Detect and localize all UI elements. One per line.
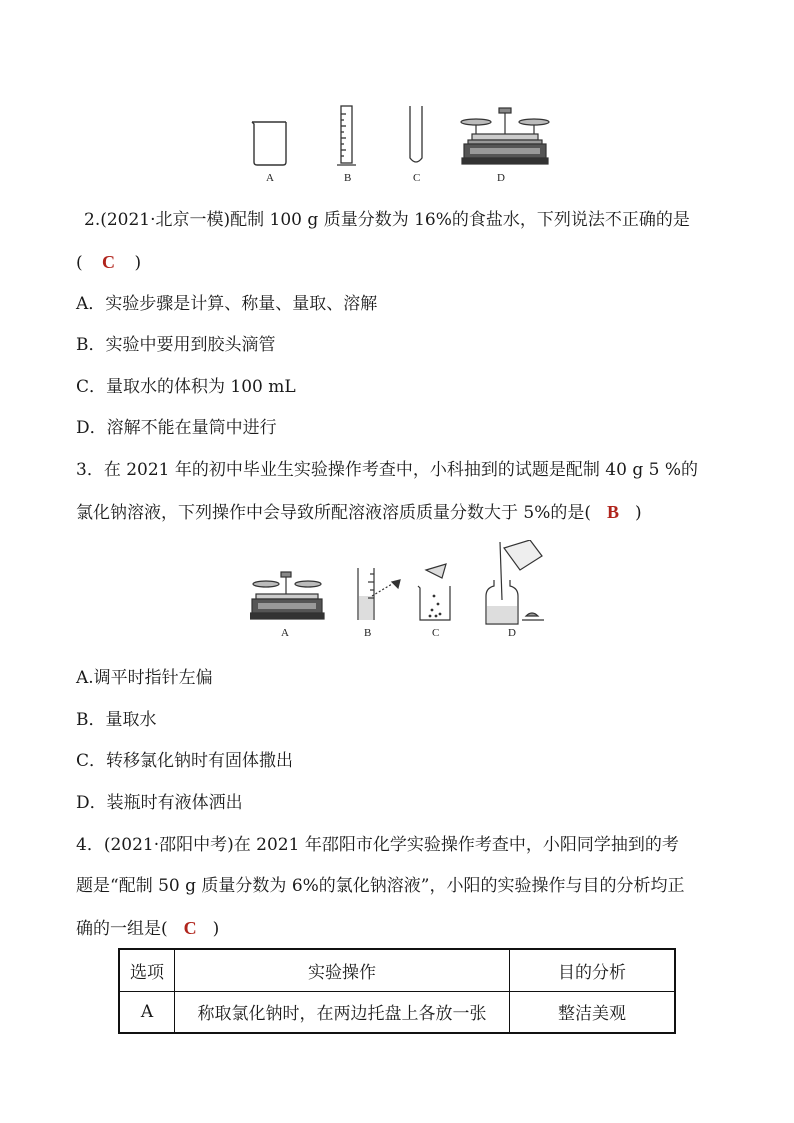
pour-solid-icon bbox=[418, 564, 450, 620]
balance-icon bbox=[461, 108, 549, 164]
q3-paren-close: ) bbox=[635, 503, 642, 523]
table-cell: 整洁美观 bbox=[510, 991, 676, 1033]
q2-option-a: A．实验步骤是计算、称量、量取、溶解 bbox=[76, 294, 378, 314]
figure-1-drawing bbox=[240, 104, 560, 186]
figure-2-label-a: A bbox=[281, 627, 289, 639]
figure-2-drawing bbox=[250, 540, 550, 628]
q4-stem-line-2: 题是“配制 50 g 质量分数为 6%的氯化钠溶液”，小阳的实验操作与目的分析均正 bbox=[76, 876, 685, 896]
figure-1-label-d: D bbox=[497, 172, 505, 184]
q3-answer: B bbox=[607, 502, 620, 522]
beaker-icon bbox=[252, 122, 286, 165]
q2-answer: C bbox=[102, 252, 116, 272]
figure-2-label-c: C bbox=[432, 627, 440, 639]
q3-option-a: A.调平时指针左偏 bbox=[76, 668, 213, 688]
figure-1-label-c: C bbox=[413, 172, 421, 184]
q2-paren-open: ( bbox=[76, 253, 83, 273]
figure-2-label-d: D bbox=[508, 627, 516, 639]
q3-option-d: D．装瓶时有液体洒出 bbox=[76, 793, 243, 813]
graduated-cylinder-icon bbox=[337, 106, 356, 165]
q2-option-d: D．溶解不能在量筒中进行 bbox=[76, 418, 277, 438]
table-row bbox=[119, 991, 675, 1033]
table-header-cell: 目的分析 bbox=[510, 949, 676, 991]
table-header-cell: 实验操作 bbox=[175, 949, 510, 991]
q4-stem-line-1: 4．(2021·邵阳中考)在 2021 年邵阳市化学实验操作考查中，小阳同学抽到的考 bbox=[76, 835, 679, 855]
bottle-transfer-icon bbox=[486, 540, 544, 624]
figure-2-label-b: B bbox=[364, 627, 372, 639]
figure-2-operations bbox=[250, 540, 550, 628]
q2-option-c: C．量取水的体积为 100 mL bbox=[76, 377, 296, 397]
q3-stem-line-1: 3．在 2021 年的初中毕业生实验操作考查中，小科抽到的试题是配制 40 g 5 %的 bbox=[76, 460, 698, 480]
figure-1-label-b: B bbox=[344, 172, 352, 184]
balance-icon bbox=[250, 572, 324, 619]
q3-stem-line-2 bbox=[76, 500, 642, 525]
figure-1-label-a: A bbox=[266, 172, 274, 184]
table-header-cell: 选项 bbox=[119, 949, 175, 991]
q4-options-table bbox=[118, 948, 676, 1034]
table-cell: A bbox=[119, 991, 175, 1033]
q4-answer: C bbox=[183, 918, 197, 938]
table-header-row bbox=[119, 949, 675, 991]
q2-stem: 2.(2021·北京一模)配制 100 g 质量分数为 16%的食盐水，下列说法不正确的是 bbox=[84, 210, 690, 230]
q2-option-b: B．实验中要用到胶头滴管 bbox=[76, 335, 276, 355]
q2-answer-line bbox=[76, 250, 141, 275]
table-cell: 称取氯化钠时，在两边托盘上各放一张 bbox=[175, 991, 510, 1033]
q4-stem-line-3 bbox=[76, 916, 219, 941]
figure-1-instruments bbox=[240, 104, 560, 186]
q3-option-b: B．量取水 bbox=[76, 710, 157, 730]
q4-paren-close: ) bbox=[212, 919, 220, 939]
test-tube-icon bbox=[410, 106, 422, 162]
q3-option-c: C．转移氯化钠时有固体撒出 bbox=[76, 751, 294, 771]
cylinder-reading-icon bbox=[358, 568, 400, 620]
q4-stem-line-3-text: 确的一组是( bbox=[76, 919, 168, 939]
q2-paren-close: ) bbox=[134, 253, 142, 273]
q3-stem-line-2-text: 氯化钠溶液，下列操作中会导致所配溶液溶质质量分数大于 5%的是( bbox=[76, 503, 592, 523]
